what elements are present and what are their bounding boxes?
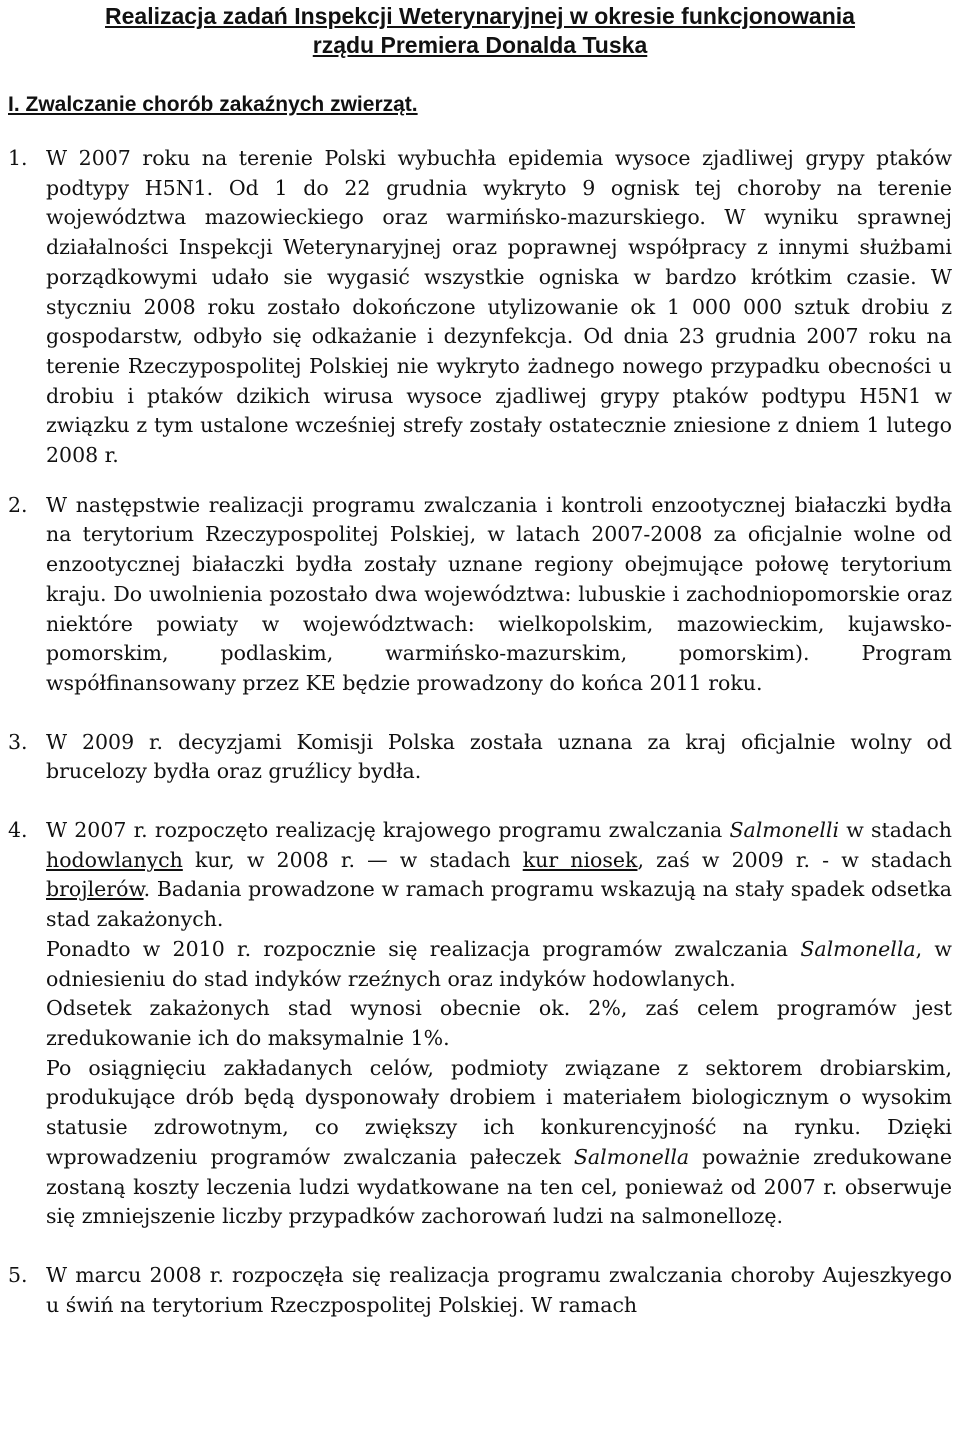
text-run: W 2007 r. rozpoczęto realizację krajowego programu zwalczania xyxy=(46,818,723,843)
italic-term: Salmonella xyxy=(800,936,916,961)
list-item-2 xyxy=(8,491,952,699)
underlined-term: brojlerów xyxy=(46,877,144,902)
item-number: 2. xyxy=(8,492,28,517)
item-text: W następstwie realizacji programu zwalczania i kontroli enzootycznej białaczki bydła na terytorium Rzeczypospolitej Polskiej, w latach 2007-2008 za oficjalnie wolne od enzootycznej białaczki bydła zostały uznane regiony obejmujące połowę terytorium kraju. Do uwolnienia pozostało dwa województwa: lubuskie i zachodniopomorskie oraz niektóre powiaty w województwach: wielkopolskim, mazowieckim, kujawsko-pomorskim, podlaskim, warmińsko-mazurskim, pomorskim). Program współfinansowany przez KE będzie prowadzony do końca 2011 roku. xyxy=(46,492,952,695)
item-paragraph-3: Odsetek zakażonych stad wynosi obecnie ok. 2%, zaś celem programów jest zredukowanie ich do maksymalnie 1%. xyxy=(46,996,952,1050)
title-line-1: Realizacja zadań Inspekcji Weterynaryjnej w okresie funkcjonowania xyxy=(105,3,855,29)
item-text: W marcu 2008 r. rozpoczęła się realizacja programu zwalczania choroby Aujeszkyego u świń na terytorium Rzeczpospolitej Polskiej. W ramach xyxy=(46,1262,952,1317)
italic-term: Salmonelli xyxy=(729,818,840,843)
item-number: 4. xyxy=(8,818,28,843)
text-run: , zaś w 2009 r. - w stadach xyxy=(637,847,952,872)
text-run: Po osiągnięciu zakładanych celów, podmioty związane z sektorem drobiarskim, produkujące drób będą dysponowały drobiem i materiałem biologicznym o wysokim statusie zdrowotnym, co zwiększy ich konkurencyjność na rynku. Dzięki wprowadzeniu programów zwalczania pałeczek xyxy=(46,1055,952,1169)
text-run: Ponadto w 2010 r. rozpocznie się realizacja programów zwalczania xyxy=(46,936,789,961)
item-paragraph-2 xyxy=(46,935,952,994)
item-text: W 2009 r. decyzjami Komisji Polska została uznana za kraj oficjalnie wolny od brucelozy bydła oraz gruźlicy bydła. xyxy=(46,729,952,784)
text-run: poważnie zredukowane zostaną koszty leczenia ludzi wydatkowane na ten cel, ponieważ od 2007 r. obserwuje się zmniejszenie liczby przypadków zachorowań ludzi na salmonellozę. xyxy=(46,1144,952,1229)
list-item-1 xyxy=(8,144,952,471)
item-number: 5. xyxy=(8,1262,28,1287)
item-paragraph-4 xyxy=(46,1054,952,1232)
list-item-3 xyxy=(8,728,952,787)
underlined-term: hodowlanych xyxy=(46,847,183,872)
item-number: 3. xyxy=(8,729,28,754)
text-run: w stadach xyxy=(846,818,952,843)
document-title xyxy=(8,2,952,60)
section-heading: I. Zwalczanie chorób zakaźnych zwierząt. xyxy=(8,93,418,116)
item-text: W 2007 roku na terenie Polski wybuchła epidemia wysoce zjadliwej grypy ptaków podtypy H5N1. Od 1 do 22 grudnia wykryto 9 ognisk tej choroby na terenie województwa mazowieckiego oraz warmińsko-mazurskiego. W wyniku sprawnej działalności Inspekcji Weterynaryjnej oraz poprawnej współpracy z innymi służbami porządkowymi udało sie wygasić wszystkie ogniska w bardzo krótkim czasie. W styczniu 2008 roku zostało dokończone utylizowanie ok 1 000 000 sztuk drobiu z gospodarstw, odbyło się odkażanie i dezynfekcja. Od dnia 23 grudnia 2007 roku na terenie Rzeczypospolitej Polskiej nie wykryto żadnego nowego przypadku obecności u drobiu i ptaków dzikich wirusa wysoce zjadliwej grypy ptaków podtypu H5N1 w związku z tym ustalone wcześniej strefy zostały ostatecznie zniesione z dniem 1 lutego 2008 r. xyxy=(46,146,952,468)
underlined-term: kur niosek xyxy=(522,847,638,872)
text-run: . Badania prowadzone w ramach programu wskazują na stały spadek odsetka stad zakażonych. xyxy=(46,877,952,932)
title-line-2: rządu Premiera Donalda Tuska xyxy=(312,32,648,58)
item-paragraph-1 xyxy=(46,816,952,935)
italic-term: Salmonella xyxy=(573,1144,690,1169)
list-item-5 xyxy=(8,1261,952,1320)
list-item-4 xyxy=(8,816,952,1232)
text-run: , w odniesieniu do stad indyków rzeźnych oraz indyków hodowlanych. xyxy=(46,936,952,991)
text-run: kur, w 2008 r. — w stadach xyxy=(194,847,511,872)
item-number: 1. xyxy=(8,146,28,170)
